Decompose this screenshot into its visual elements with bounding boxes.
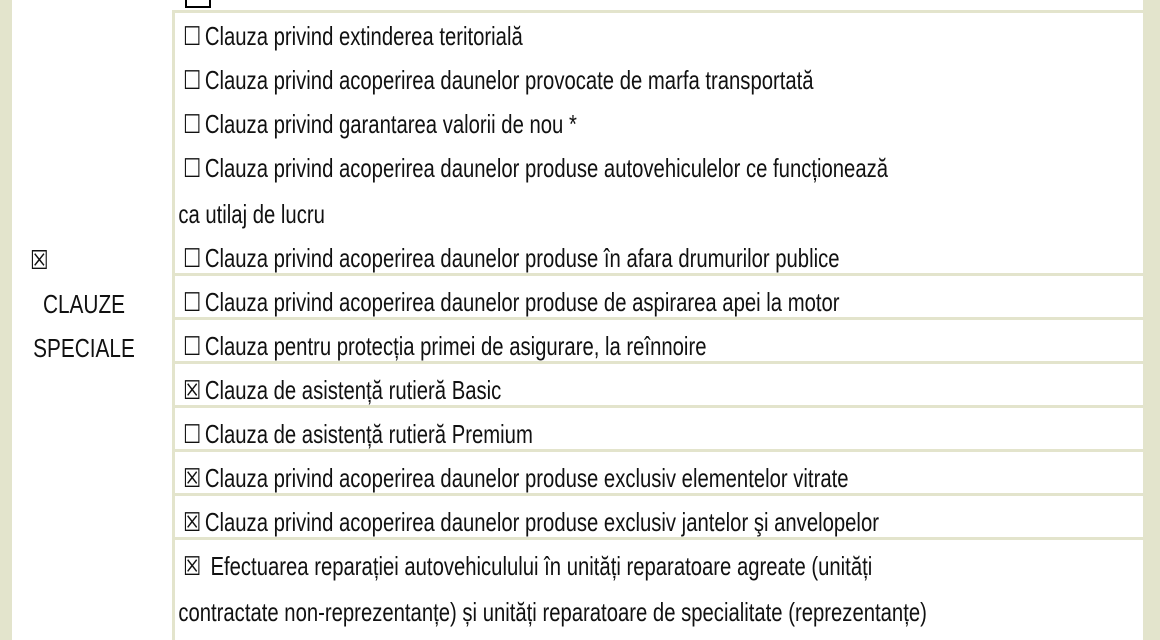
clause-checkbox[interactable]: ☐ — [183, 154, 202, 184]
clause-label: Clauza de asistență rutieră Basic — [204, 375, 502, 405]
clause-label: Clauza privind acoperirea daunelor provocate de marfa transportată — [204, 65, 814, 95]
clause-label: Clauza privind acoperirea daunelor produse exclusiv jantelor şi anvelopelor — [204, 507, 879, 537]
clause-label-continued: contractate non-reprezentanțe) și unități reparatoare de specialitate (reprezentanțe) — [178, 597, 927, 627]
clause-label-continued: ca utilaj de lucru — [178, 199, 325, 229]
clause-row — [175, 232, 1143, 276]
clause-label: Efectuarea reparației autovehiculului în unități reparatoare agreate (unități — [204, 551, 873, 581]
section-title-line2: SPECIALE — [33, 333, 135, 363]
section-title-line1: CLAUZE — [42, 289, 126, 319]
clause-list — [175, 10, 1143, 630]
clause-checkbox[interactable]: ☐ — [183, 420, 202, 450]
clause-row — [175, 452, 1143, 496]
section-label — [30, 238, 142, 370]
clause-label: Clauza privind garantarea valorii de nou * — [204, 109, 577, 139]
clause-label: Clauza privind acoperirea daunelor produse de aspirarea apei la motor — [204, 287, 840, 317]
clause-checkbox[interactable]: ☒ — [183, 376, 202, 406]
clause-checkbox[interactable]: ☒ — [183, 552, 202, 582]
left-border-strip — [0, 0, 12, 640]
clause-checkbox[interactable]: ☐ — [183, 66, 202, 96]
clause-row — [175, 320, 1143, 364]
clause-label: Clauza privind acoperirea daunelor produse în afara drumurilor publice — [204, 243, 840, 273]
clause-checkbox[interactable]: ☐ — [183, 332, 202, 362]
clause-label: Clauza privind acoperirea daunelor produse autovehiculelor ce funcționează — [204, 153, 889, 183]
clause-row — [175, 54, 1143, 98]
clause-label: Clauza privind acoperirea daunelor produse exclusiv elementelor vitrate — [204, 463, 849, 493]
clause-checkbox[interactable]: ☐ — [183, 244, 202, 274]
clause-label: Clauza pentru protecția primei de asigurare, la reînnoire — [204, 331, 707, 361]
clause-row — [175, 496, 1143, 540]
clause-row — [175, 364, 1143, 408]
clause-row — [175, 540, 1143, 630]
clause-checkbox[interactable]: ☒ — [183, 464, 202, 494]
clause-row — [175, 276, 1143, 320]
clause-row — [175, 142, 1143, 232]
clause-checkbox[interactable]: ☐ — [183, 22, 202, 52]
clause-row — [175, 10, 1143, 54]
clause-checkbox[interactable]: ☐ — [183, 288, 202, 318]
clause-checkbox[interactable]: ☒ — [183, 508, 202, 538]
previous-checkbox-edge — [185, 0, 211, 8]
right-border-strip — [1143, 0, 1160, 640]
clause-row — [175, 408, 1143, 452]
clause-checkbox[interactable]: ☐ — [183, 110, 202, 140]
clause-label: Clauza privind extinderea teritorială — [204, 21, 523, 51]
clause-label: Clauza de asistență rutieră Premium — [204, 419, 533, 449]
clause-row — [175, 98, 1143, 142]
section-checkbox[interactable]: ☒ — [30, 245, 49, 275]
